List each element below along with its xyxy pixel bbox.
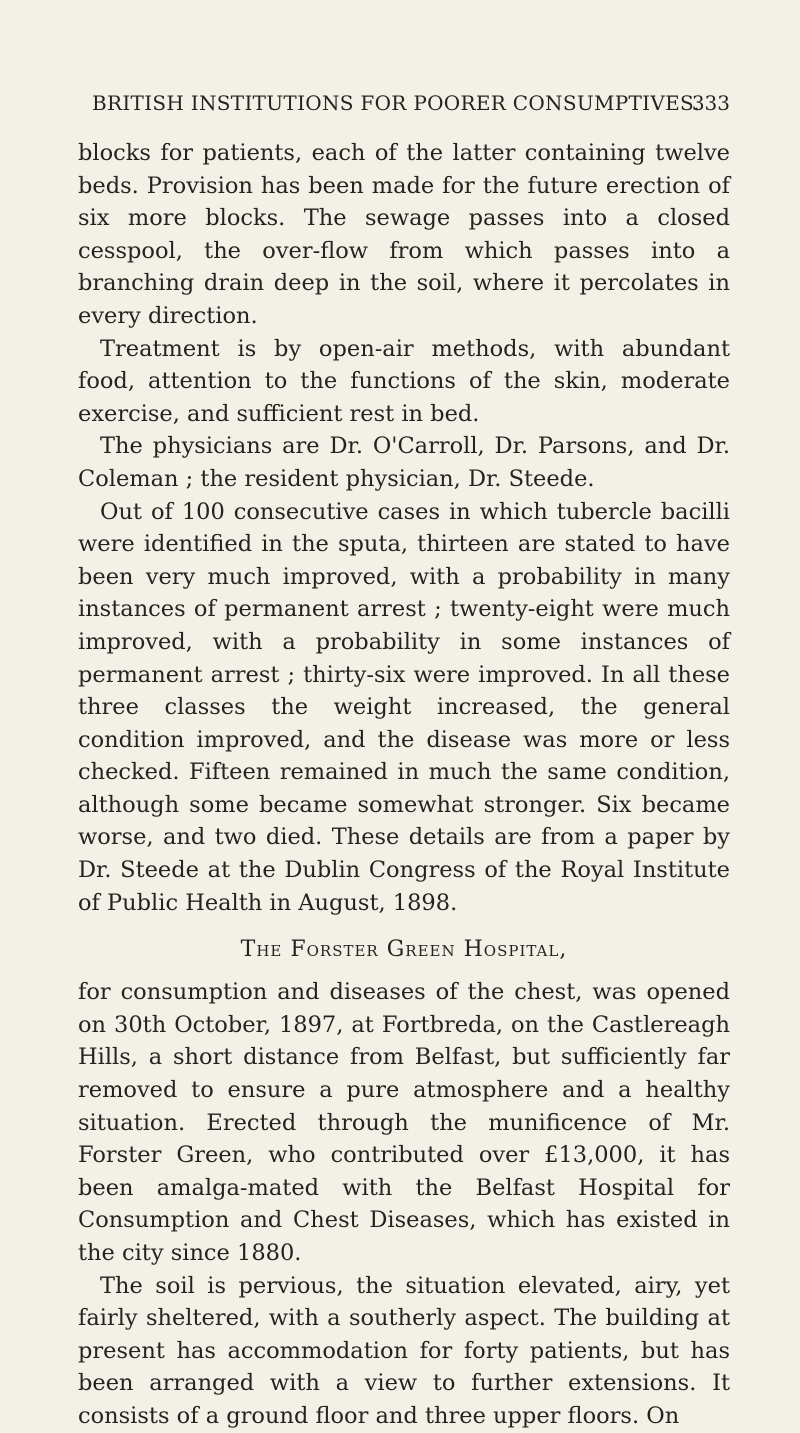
paragraph-forster-green: for consumption and diseases of the chest, was opened on 30th October, 1897, at Fortbreda, on the Castlereagh Hills, a short distance from Belfast, but sufficiently far removed to ensure a pure atmosphere and a healthy situation. Erected through the munificence of Mr. Forster Green, who contributed over £13,000, it has been amalga-mated with the Belfast Hospital for Consumption and Chest Diseases, which has existed in the city since 1880.: [78, 979, 730, 1266]
page-number: 333: [691, 91, 730, 115]
running-head: [78, 88, 730, 118]
paragraph-physicians: The physicians are Dr. O'Carroll, Dr. Parsons, and Dr. Coleman ; the resident physician, Dr. Steede.: [78, 433, 730, 492]
section-heading: The Forster Green Hospital,: [240, 937, 568, 963]
paragraph-results: Out of 100 consecutive cases in which tubercle bacilli were identified in the sputa, thirteen are stated to have been very much improved, with a probability in many instances of permanent arrest ; twenty-eight were much improved, with a probability in some instances of permanent arrest ; thirty-six were improved. In all these three classes the weight increased, the general condition improved, and the disease was more or less checked. Fifteen remained in much the same condition, although some became somewhat stronger. Six became worse, and two died. These details are from a paper by Dr. Steede at the Dublin Congress of the Royal Institute of Public Health in August, 1898.: [78, 498, 730, 916]
paragraph-blocks: blocks for patients, each of the latter containing twelve beds. Provision has been made for the future erection of six more blocks. The sewage passes into a closed cesspool, the over-flow from which passes into a branching drain deep in the soil, where it percolates in every direction.: [78, 140, 730, 329]
body-text: [78, 137, 730, 1433]
paragraph-soil: The soil is pervious, the situation elevated, airy, yet fairly sheltered, with a southerly aspect. The building at present has accommodation for forty patients, but has been arranged with a view to further extensions. It consists of a ground floor and three upper floors. On: [78, 1272, 730, 1429]
running-title: BRITISH INSTITUTIONS FOR POORER CONSUMPTIVES.: [92, 91, 700, 115]
paragraph-treatment: Treatment is by open-air methods, with abundant food, attention to the functions of the skin, moderate exercise, and sufficient rest in bed.: [78, 335, 730, 427]
